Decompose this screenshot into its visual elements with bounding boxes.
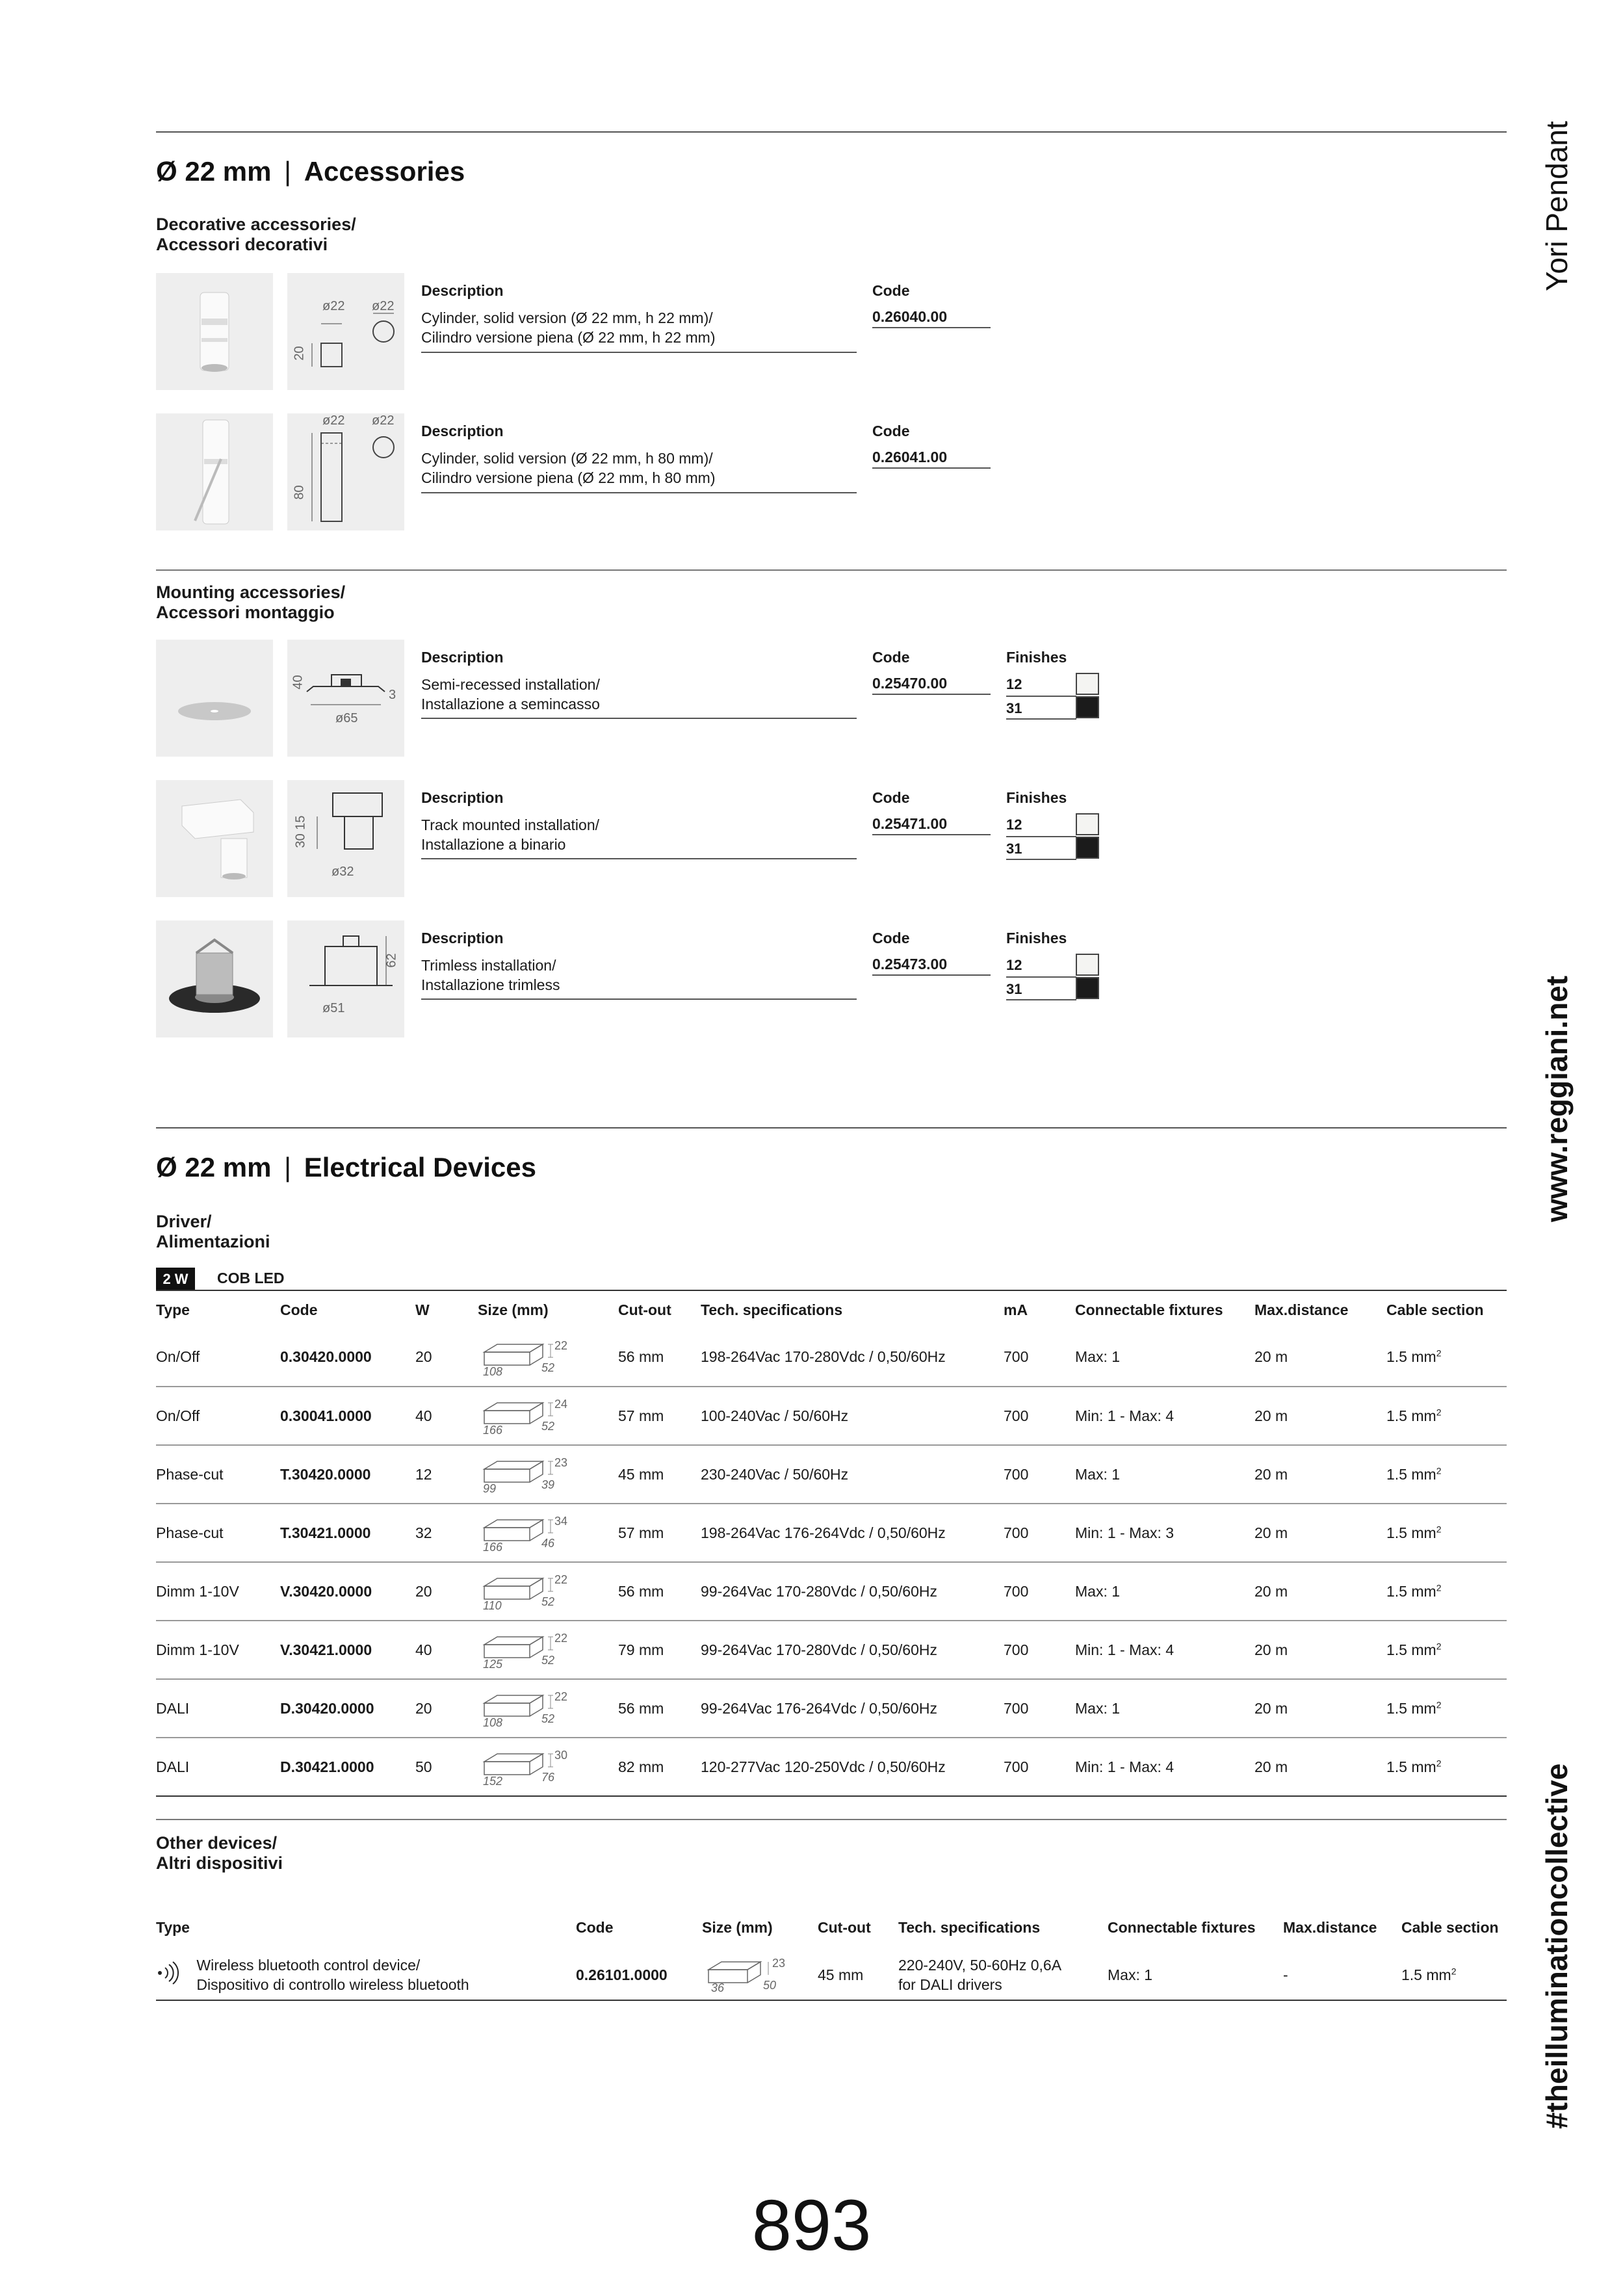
cable-sup: 2	[1436, 1348, 1442, 1359]
cell-size	[478, 1445, 618, 1504]
finish-code-black: 31	[1006, 841, 1022, 857]
side-hashtag: #theilluminationcollective	[1540, 1763, 1574, 2129]
finish-underline	[1006, 999, 1076, 1000]
cell-spec: 99-264Vac 170-280Vdc / 0,50/60Hz	[701, 1562, 1004, 1621]
table-row	[156, 1621, 1507, 1679]
cell-w: 20	[415, 1679, 478, 1738]
dim-h: 40	[291, 675, 305, 690]
cell-cutout: 57 mm	[618, 1387, 701, 1445]
desc-underline-2	[421, 492, 857, 493]
decorative-drawing-2	[287, 413, 404, 530]
cob-led-label: COB LED	[217, 1270, 285, 1286]
col-size: Size (mm)	[478, 1301, 549, 1318]
cell-fixtures: Max: 1	[1075, 1679, 1254, 1738]
other-heading: Other devices/ Altri dispositivi	[156, 1833, 283, 1873]
col-w: W	[415, 1301, 430, 1318]
side-website: www.reggiani.net	[1540, 975, 1574, 1222]
finish-underline	[1006, 859, 1076, 860]
cell-code: D.30420.0000	[280, 1679, 415, 1738]
cell-spec: 198-264Vac 176-264Vdc / 0,50/60Hz	[701, 1504, 1004, 1562]
mounting-drawing-3	[287, 920, 404, 1037]
dim-d2: ø22	[372, 299, 395, 313]
code-underline	[872, 834, 991, 835]
size-l: 166	[483, 1424, 503, 1437]
cable-sup: 2	[1436, 1699, 1442, 1710]
cell-w: 20	[415, 1562, 478, 1621]
cell-fixtures: Max: 1	[1108, 1950, 1283, 2000]
other-header-row	[156, 1905, 1507, 1950]
dim-h: 30 15	[293, 815, 308, 848]
cell-code: D.30421.0000	[280, 1738, 415, 1796]
cell-spec: 99-264Vac 170-280Vdc / 0,50/60Hz	[701, 1621, 1004, 1679]
cell-ma: 700	[1004, 1562, 1075, 1621]
top-divider	[156, 131, 1507, 133]
box-diagram	[478, 1625, 575, 1671]
size-h: 34	[554, 1515, 568, 1528]
cell-distance: 20 m	[1254, 1504, 1386, 1562]
wireless-icon	[156, 1960, 192, 1990]
dim-d1: ø22	[322, 413, 345, 428]
cell-cutout: 56 mm	[618, 1562, 701, 1621]
cell-w: 32	[415, 1504, 478, 1562]
decorative-photo-2	[156, 413, 273, 530]
desc-label-1: Description	[421, 282, 504, 299]
cell-ma: 700	[1004, 1504, 1075, 1562]
col-distance: Max.distance	[1283, 1918, 1377, 1936]
cell-ma: 700	[1004, 1387, 1075, 1445]
code-underline-1	[872, 327, 991, 328]
col-spec: Tech. specifications	[898, 1918, 1041, 1936]
cell-fixtures: Min: 1 - Max: 4	[1075, 1387, 1254, 1445]
dim-h: 62	[384, 953, 399, 968]
cell-type: Dimm 1-10V	[156, 1562, 280, 1621]
cell-cable: 1.5 $mm^2$	[1386, 1445, 1507, 1504]
col-cable: Cable section	[1386, 1301, 1484, 1318]
code-value: 0.25473.00	[872, 956, 948, 972]
size-h: 22	[554, 1632, 568, 1645]
cell-type: Phase-cut	[156, 1445, 280, 1504]
desc-text-2a: Cylinder, solid version (Ø 22 mm, h 80 mm)/	[421, 450, 713, 467]
size-w: 46	[541, 1537, 555, 1550]
desc-label: Description	[421, 649, 504, 666]
cell-ma: 700	[1004, 1328, 1075, 1387]
desc-label: Description	[421, 789, 504, 806]
finish-code-black: 31	[1006, 700, 1022, 716]
mounting-photo-3	[156, 920, 273, 1037]
desc-underline	[421, 998, 857, 1000]
col-cutout: Cut-out	[618, 1301, 671, 1318]
dim-d2: ø22	[372, 413, 395, 428]
accessories-heading: Accessories	[304, 156, 465, 187]
cell-spec: 230-240Vac / 50/60Hz	[701, 1445, 1004, 1504]
dim-t: 3	[389, 688, 396, 702]
cell-code: 0.30420.0000	[280, 1328, 415, 1387]
finish-swatch-white	[1076, 813, 1099, 835]
cell-type: Dimm 1-10V	[156, 1621, 280, 1679]
size-l: 166	[483, 1541, 503, 1554]
col-code: Code	[576, 1918, 614, 1936]
size-w: 52	[541, 1420, 555, 1433]
spec-line-2: for DALI drivers	[898, 1976, 1002, 1993]
dim-d: ø32	[331, 865, 354, 879]
cell-size	[478, 1504, 618, 1562]
finish-code-white: 12	[1006, 816, 1022, 833]
decorative-heading: Decorative accessories/ Accessori decorativi	[156, 215, 356, 254]
dim-h: 20	[292, 346, 307, 361]
table-row	[156, 1504, 1507, 1562]
code-value: 0.25470.00	[872, 675, 948, 692]
desc-text-a: Track mounted installation/	[421, 816, 600, 833]
cell-distance: 20 m	[1254, 1387, 1386, 1445]
table-row	[156, 1445, 1507, 1504]
cable-sup: 2	[1436, 1523, 1442, 1534]
cell-size	[478, 1387, 618, 1445]
accessories-title: Ø 22 mm | Accessories	[156, 156, 465, 187]
size-h: 23	[554, 1456, 568, 1469]
cell-size	[478, 1621, 618, 1679]
cell-cable: 1.5 $mm^2$	[1386, 1328, 1507, 1387]
cell-cutout: 56 mm	[618, 1679, 701, 1738]
box-diagram	[478, 1684, 575, 1729]
box-diagram	[478, 1742, 575, 1788]
driver-heading: Driver/ Alimentazioni	[156, 1212, 270, 1251]
size-h: 23	[772, 1957, 786, 1970]
cell-cable: 1.5 $mm^2$	[1386, 1738, 1507, 1796]
decorative-drawing-1	[287, 273, 404, 390]
size-w: 76	[541, 1771, 555, 1784]
table-row	[156, 1679, 1507, 1738]
cell-size	[478, 1679, 618, 1738]
cell-type: DALI	[156, 1679, 280, 1738]
cell-distance: 20 m	[1254, 1328, 1386, 1387]
mounting-photo-1	[156, 640, 273, 757]
dim-d: ø51	[322, 1001, 345, 1015]
dim-d1: ø22	[322, 299, 345, 313]
box-diagram	[478, 1567, 575, 1612]
cell-spec	[898, 1950, 1108, 2000]
finish-swatch-black	[1076, 696, 1099, 718]
other-table	[156, 1905, 1507, 2001]
finish-code-black: 31	[1006, 981, 1022, 997]
electrical-divider	[156, 1127, 1507, 1128]
page-number: 893	[751, 2185, 872, 2265]
col-fixtures: Connectable fixtures	[1075, 1301, 1223, 1318]
cell-type: On/Off	[156, 1328, 280, 1387]
cell-type: On/Off	[156, 1387, 280, 1445]
desc-text-a: Semi-recessed installation/	[421, 676, 600, 693]
cell-distance: 20 m	[1254, 1621, 1386, 1679]
col-type: Type	[156, 1918, 190, 1936]
desc-label-2: Description	[421, 423, 504, 439]
size-w: 52	[541, 1595, 555, 1608]
box-diagram	[478, 1450, 575, 1495]
code-underline-2	[872, 467, 991, 469]
code-label: Code	[872, 789, 910, 806]
table-row	[156, 1328, 1507, 1387]
cell-type: DALI	[156, 1738, 280, 1796]
cell-cutout: 57 mm	[618, 1504, 701, 1562]
size-l: 108	[483, 1716, 503, 1729]
cell-distance: 20 m	[1254, 1738, 1386, 1796]
col-cutout: Cut-out	[818, 1918, 871, 1936]
size-w: 52	[541, 1712, 555, 1725]
cell-fixtures: Min: 1 - Max: 4	[1075, 1621, 1254, 1679]
cell-type: Phase-cut	[156, 1504, 280, 1562]
cell-cable: 1.5 $mm^2$	[1386, 1562, 1507, 1621]
size-l: 152	[483, 1775, 503, 1788]
type-en: Wireless bluetooth control device/	[196, 1957, 421, 1974]
cable-sup: 2	[1451, 1965, 1457, 1976]
decorative-photo-1	[156, 273, 273, 390]
dim-d: ø65	[335, 711, 358, 725]
cell-cutout: 45 mm	[818, 1950, 898, 2000]
desc-label: Description	[421, 930, 504, 946]
cell-w: 20	[415, 1328, 478, 1387]
col-ma: mA	[1004, 1301, 1028, 1318]
size-h: 30	[554, 1749, 568, 1762]
cable-sup: 2	[1436, 1465, 1442, 1476]
size-w: 52	[541, 1361, 555, 1374]
col-spec: Tech. specifications	[701, 1301, 843, 1318]
cell-ma: 700	[1004, 1621, 1075, 1679]
cell-cable: 1.5 $mm^2$	[1386, 1387, 1507, 1445]
desc-text-1a: Cylinder, solid version (Ø 22 mm, h 22 mm)/	[421, 309, 713, 326]
cell-fixtures: Min: 1 - Max: 4	[1075, 1738, 1254, 1796]
cell-distance: 20 m	[1254, 1562, 1386, 1621]
dim-h: 80	[292, 485, 307, 500]
cable-sup: 2	[1436, 1757, 1442, 1768]
mounting-heading: Mounting accessories/ Accessori montaggio	[156, 582, 346, 622]
desc-underline	[421, 718, 857, 719]
cable-sup: 2	[1436, 1640, 1442, 1651]
electrical-title: Ø 22 mm | Electrical Devices	[156, 1152, 536, 1182]
cell-fixtures: Max: 1	[1075, 1328, 1254, 1387]
cell-distance: 20 m	[1254, 1445, 1386, 1504]
size-l: 108	[483, 1364, 503, 1378]
cell-cutout: 79 mm	[618, 1621, 701, 1679]
cell-cutout: 45 mm	[618, 1445, 701, 1504]
box-diagram	[478, 1391, 575, 1437]
table-header-row	[156, 1290, 1507, 1328]
size-h: 22	[554, 1573, 568, 1586]
size-h: 22	[554, 1338, 568, 1352]
cell-code: T.30421.0000	[280, 1504, 415, 1562]
electrical-heading: Electrical Devices	[304, 1152, 536, 1182]
desc-text-2b: Cilindro versione piena (Ø 22 mm, h 80 mm)	[421, 469, 716, 486]
finish-swatch-black	[1076, 977, 1099, 999]
finish-swatch-white	[1076, 673, 1099, 695]
finishes-label: Finishes	[1006, 930, 1067, 946]
cell-distance: 20 m	[1254, 1679, 1386, 1738]
cell-size	[478, 1738, 618, 1796]
accessories-diameter: Ø 22 mm	[156, 156, 272, 187]
code-value-1: 0.26040.00	[872, 308, 948, 325]
size-w: 50	[763, 1979, 777, 1992]
driver-table	[156, 1290, 1507, 1797]
box-diagram	[478, 1333, 575, 1378]
desc-text-b: Installazione a binario	[421, 836, 566, 853]
code-underline	[872, 974, 991, 976]
size-l: 99	[483, 1482, 497, 1495]
cell-spec: 198-264Vac 170-280Vdc / 0,50/60Hz	[701, 1328, 1004, 1387]
cell-w: 40	[415, 1387, 478, 1445]
mid-divider	[156, 569, 1507, 571]
size-w: 52	[541, 1654, 555, 1667]
cell-ma: 700	[1004, 1445, 1075, 1504]
cell-w: 12	[415, 1445, 478, 1504]
code-label-2: Code	[872, 423, 910, 439]
other-row	[156, 1950, 1507, 2000]
cell-cable: 1.5 $mm^2$	[1386, 1621, 1507, 1679]
code-label-1: Code	[872, 282, 910, 299]
cell-code: 0.30041.0000	[280, 1387, 415, 1445]
col-fixtures: Connectable fixtures	[1108, 1918, 1256, 1936]
cell-type	[156, 1950, 576, 2000]
cell-ma: 700	[1004, 1679, 1075, 1738]
desc-text-a: Trimless installation/	[421, 957, 556, 974]
box-diagram	[478, 1508, 575, 1554]
desc-underline	[421, 858, 857, 859]
cable-sup: 2	[1436, 1406, 1442, 1417]
desc-text-b: Installazione a semincasso	[421, 696, 600, 712]
size-w: 39	[541, 1478, 555, 1491]
table-row	[156, 1738, 1507, 1796]
desc-text-b: Installazione trimless	[421, 976, 560, 993]
other-divider	[156, 1819, 1507, 1820]
finishes-label: Finishes	[1006, 789, 1067, 806]
spec-line-1: 220-240V, 50-60Hz 0,6A	[898, 1957, 1062, 1974]
finish-code-white: 12	[1006, 676, 1022, 692]
side-product-name: Yori Pendant	[1540, 121, 1574, 291]
size-l: 125	[483, 1658, 503, 1671]
cell-w: 40	[415, 1621, 478, 1679]
col-size: Size (mm)	[702, 1918, 773, 1936]
table-row	[156, 1562, 1507, 1621]
cell-spec: 100-240Vac / 50/60Hz	[701, 1387, 1004, 1445]
size-l: 110	[483, 1599, 502, 1612]
code-value-2: 0.26041.00	[872, 449, 948, 465]
cell-code: 0.26101.0000	[576, 1950, 702, 2000]
cell-code: V.30421.0000	[280, 1621, 415, 1679]
cell-cable: 1.5 $mm^2$	[1386, 1504, 1507, 1562]
cell-size	[702, 1950, 818, 2000]
cable-sup: 2	[1436, 1582, 1442, 1593]
box-diagram	[702, 1950, 799, 1996]
cell-cable: 1.5 $mm^2$	[1386, 1679, 1507, 1738]
cell-cutout: 56 mm	[618, 1328, 701, 1387]
cell-distance: -	[1283, 1950, 1401, 2000]
code-label: Code	[872, 649, 910, 666]
desc-underline-1	[421, 352, 857, 353]
cell-code: V.30420.0000	[280, 1562, 415, 1621]
size-l: 36	[711, 1981, 725, 1994]
cell-code: T.30420.0000	[280, 1445, 415, 1504]
col-type: Type	[156, 1301, 190, 1318]
finish-underline	[1006, 696, 1076, 697]
cell-fixtures: Min: 1 - Max: 3	[1075, 1504, 1254, 1562]
table-row	[156, 1387, 1507, 1445]
col-distance: Max.distance	[1254, 1301, 1349, 1318]
power-tag: 2 W	[156, 1268, 195, 1291]
mounting-drawing-1	[287, 640, 404, 757]
size-h: 22	[554, 1690, 568, 1703]
cell-w: 50	[415, 1738, 478, 1796]
col-code: Code	[280, 1301, 318, 1318]
code-value: 0.25471.00	[872, 815, 948, 832]
finish-underline	[1006, 976, 1076, 978]
type-it: Dispositivo di controllo wireless bluetooth	[196, 1976, 469, 1993]
cell-size	[478, 1562, 618, 1621]
size-h: 24	[554, 1398, 568, 1411]
cell-size	[478, 1328, 618, 1387]
code-label: Code	[872, 930, 910, 946]
col-cable: Cable section	[1401, 1918, 1499, 1936]
electrical-diameter: Ø 22 mm	[156, 1152, 272, 1182]
finish-swatch-black	[1076, 837, 1099, 859]
code-underline	[872, 694, 991, 695]
finish-swatch-white	[1076, 954, 1099, 976]
cell-ma: 700	[1004, 1738, 1075, 1796]
finish-underline	[1006, 836, 1076, 837]
finishes-label: Finishes	[1006, 649, 1067, 666]
mounting-drawing-2	[287, 780, 404, 897]
cell-fixtures: Max: 1	[1075, 1445, 1254, 1504]
cell-spec: 99-264Vac 176-264Vdc / 0,50/60Hz	[701, 1679, 1004, 1738]
cell-cable: 1.5 $mm^2$	[1401, 1950, 1507, 2000]
cell-spec: 120-277Vac 120-250Vdc / 0,50/60Hz	[701, 1738, 1004, 1796]
mounting-photo-2	[156, 780, 273, 897]
finish-code-white: 12	[1006, 957, 1022, 973]
cell-fixtures: Max: 1	[1075, 1562, 1254, 1621]
cell-cutout: 82 mm	[618, 1738, 701, 1796]
desc-text-1b: Cilindro versione piena (Ø 22 mm, h 22 mm)	[421, 329, 716, 346]
finish-underline	[1006, 718, 1076, 720]
